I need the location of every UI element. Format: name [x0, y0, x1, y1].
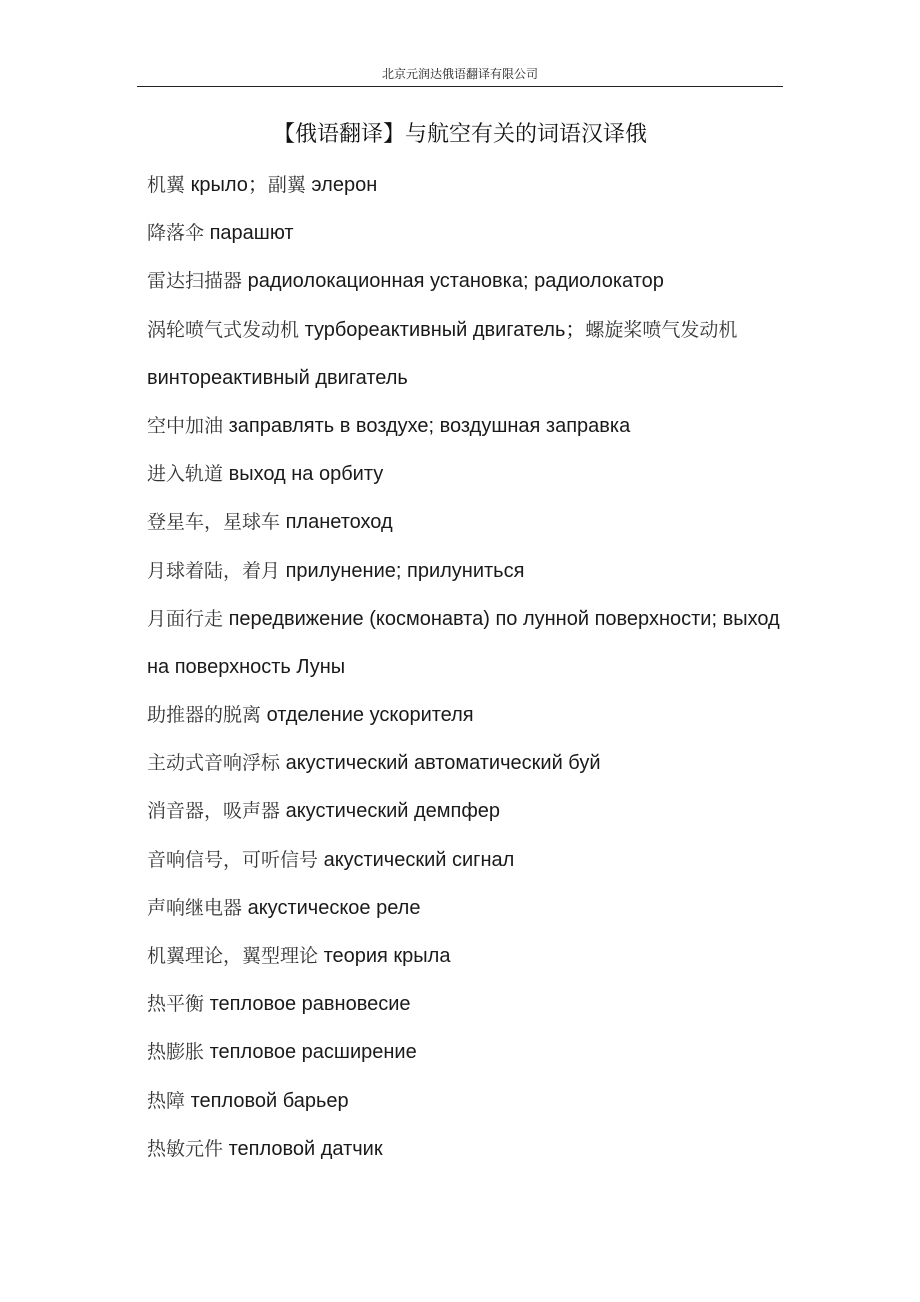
glossary-line	[147, 554, 887, 602]
chinese-term: 进入轨道	[147, 463, 224, 486]
glossary-line	[147, 1132, 887, 1180]
russian-term: акустическое реле	[242, 896, 421, 919]
page-header	[137, 64, 783, 87]
glossary-list	[147, 168, 887, 1180]
glossary-line	[147, 698, 887, 746]
russian-term: акустический автоматический буй	[280, 752, 601, 775]
glossary-line	[147, 794, 887, 842]
chinese-term: 副翼	[267, 174, 306, 196]
russian-term: винтореактивный двигатель	[147, 366, 408, 389]
russian-term: тепловой барьер	[185, 1089, 349, 1112]
russian-term: тепловой датчик	[223, 1137, 383, 1160]
glossary-line	[147, 891, 887, 939]
chinese-term: 雷达扫描器	[147, 270, 243, 293]
company-name: 北京元润达俄语翻译有限公司	[381, 67, 538, 81]
glossary-line	[147, 746, 887, 794]
chinese-term: 月面行走	[147, 607, 224, 630]
chinese-term: 音响信号，可听信号	[147, 848, 319, 871]
glossary-line	[147, 361, 887, 409]
chinese-term: 空中加油	[147, 414, 224, 437]
chinese-term: 热平衡	[147, 993, 205, 1016]
chinese-term: 螺旋桨喷气发动机	[585, 318, 738, 341]
russian-term: передвижение (космонавта) по лунной поверхности; выход	[223, 607, 780, 630]
russian-term: парашют	[204, 222, 294, 245]
chinese-term: 热敏元件	[147, 1137, 224, 1160]
chinese-term: 登星车，星球车	[147, 511, 281, 534]
glossary-line	[147, 602, 887, 650]
glossary-line	[147, 313, 887, 361]
chinese-term: 声响继电器	[147, 896, 243, 919]
glossary-line	[147, 264, 887, 312]
russian-term: тепловое равновесие	[204, 993, 411, 1016]
glossary-line	[147, 939, 887, 987]
glossary-line	[147, 1084, 887, 1132]
russian-term: тепловое расширение	[204, 1041, 417, 1064]
russian-term: прилунение; прилуниться	[280, 559, 525, 582]
chinese-term: 助推器的脱离	[147, 704, 262, 727]
chinese-term: 机翼	[147, 174, 186, 196]
chinese-term: 机翼理论，翼型理论	[147, 945, 319, 967]
glossary-line	[147, 1035, 887, 1083]
russian-term: заправлять в воздухе; воздушная заправка	[223, 414, 631, 437]
glossary-line	[147, 650, 887, 698]
glossary-line	[147, 168, 887, 216]
glossary-line	[147, 505, 887, 553]
chinese-term: 降落伞	[147, 222, 205, 245]
chinese-term: 月球着陆，着月	[147, 559, 281, 582]
chinese-term: 消音器，吸声器	[147, 800, 281, 823]
russian-term: турбореактивный двигатель；	[299, 318, 586, 341]
russian-term: теория крыла	[318, 945, 451, 967]
document-title: 【俄语翻译】与航空有关的词语汉译俄	[272, 122, 647, 147]
russian-term: радиолокационная установка; радиолокатор	[242, 270, 664, 293]
glossary-line	[147, 216, 887, 264]
chinese-term: 主动式音响浮标	[147, 752, 281, 775]
glossary-line	[147, 843, 887, 891]
russian-term: выход на орбиту	[223, 463, 384, 486]
chinese-term: 热膨胀	[147, 1041, 205, 1064]
chinese-term: 热障	[147, 1089, 186, 1112]
russian-term: акустический сигнал	[318, 848, 515, 871]
russian-term: акустический демпфер	[280, 800, 501, 823]
glossary-line	[147, 987, 887, 1035]
glossary-line	[147, 409, 887, 457]
glossary-line	[147, 457, 887, 505]
russian-term: на поверхность Луны	[147, 655, 346, 678]
russian-term: крыло；	[185, 174, 268, 196]
russian-term: отделение ускорителя	[261, 704, 474, 727]
russian-term: элерон	[305, 174, 378, 196]
chinese-term: 涡轮喷气式发动机	[147, 318, 300, 341]
russian-term: планетоход	[280, 511, 393, 534]
